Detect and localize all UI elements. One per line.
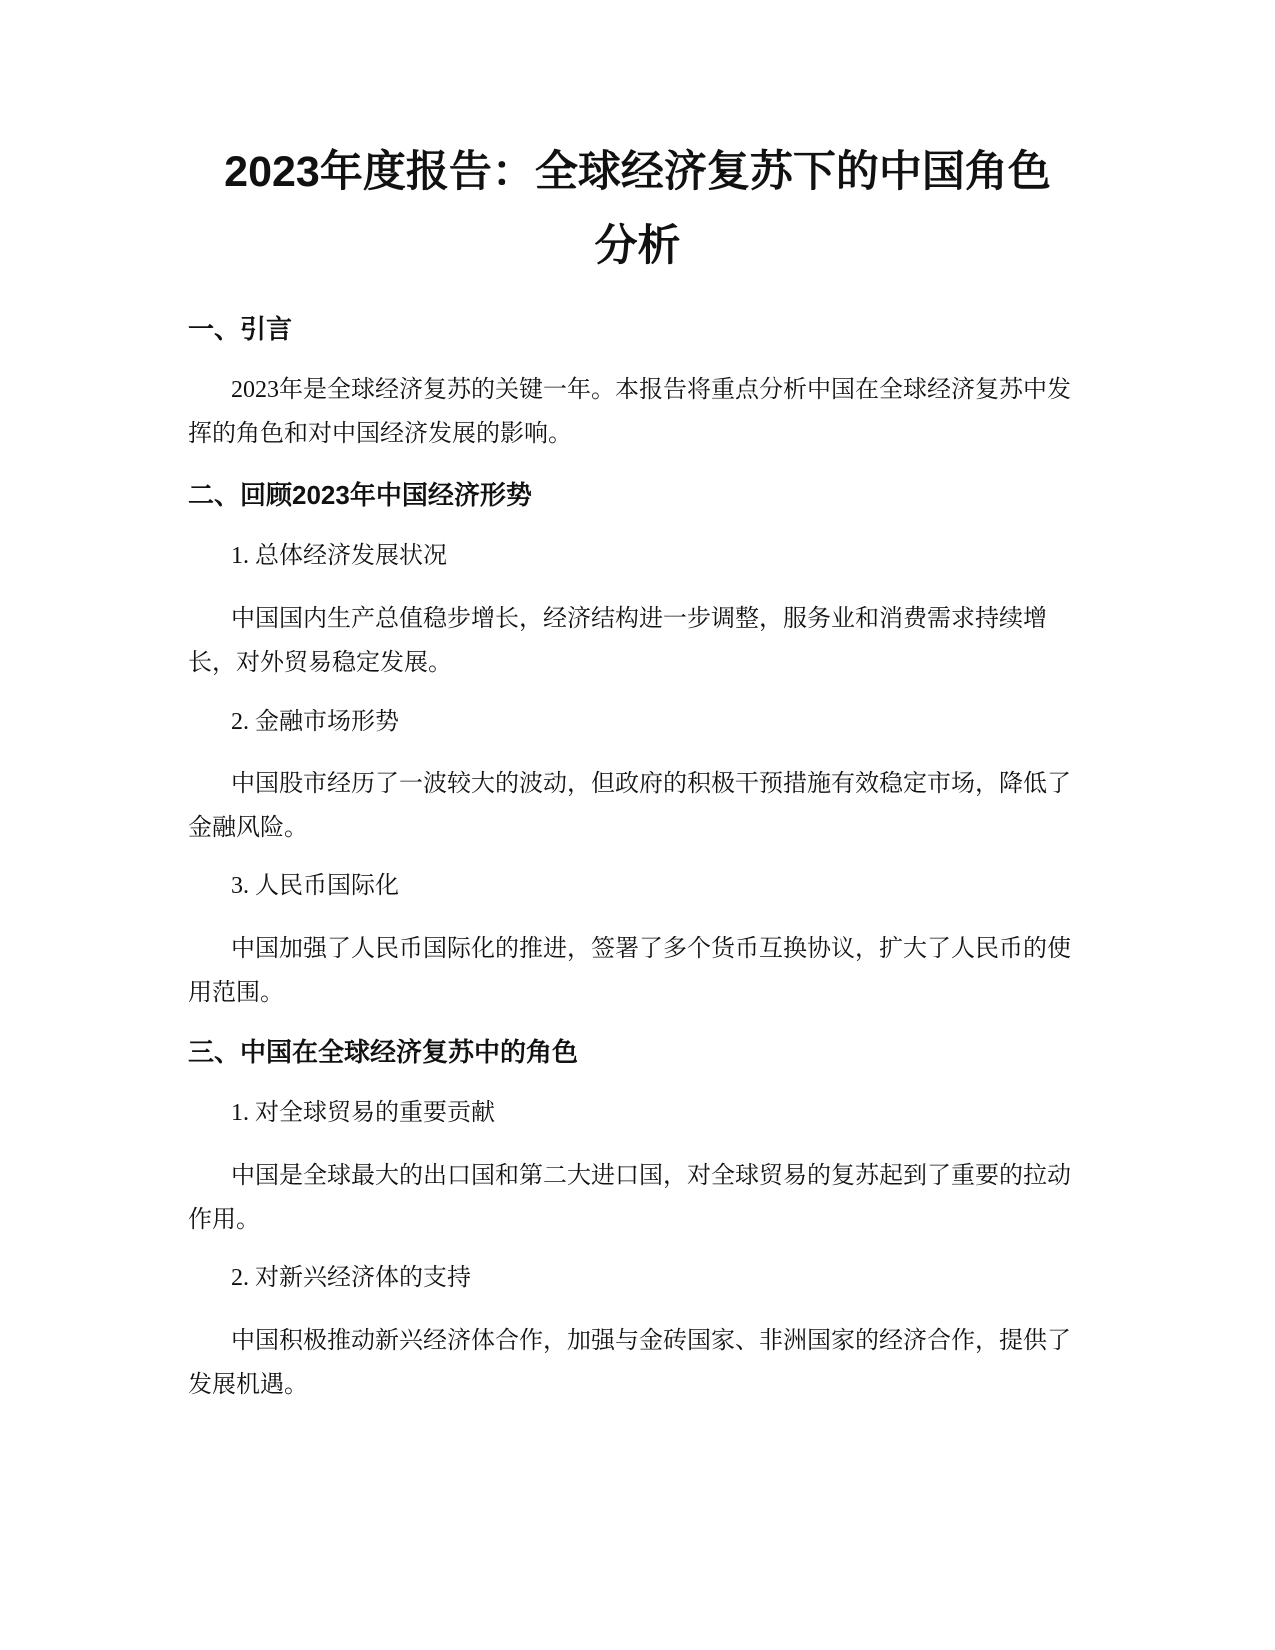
document-title-line-2: 分析 — [594, 222, 681, 270]
paragraph-emerging-economies: 中国积极推动新兴经济体合作，加强与金砖国家、非洲国家的经济合作，提供了发展机遇。 — [188, 1328, 1071, 1398]
section-heading-review: 二、回顾2023年中国经济形势 — [188, 480, 532, 510]
subheading-global-trade: 1. 对全球贸易的重要贡献 — [231, 1100, 495, 1126]
subheading-overall-economy: 1. 总体经济发展状况 — [231, 543, 447, 569]
paragraph-global-trade: 中国是全球最大的出口国和第二大进口国，对全球贸易的复苏起到了重要的拉动作用。 — [188, 1163, 1071, 1233]
document-title-line-1: 2023年度报告：全球经济复苏下的中国角色 — [224, 148, 1051, 196]
paragraph-rmb-internationalization: 中国加强了人民币国际化的推进，签署了多个货币互换协议，扩大了人民币的使用范围。 — [188, 936, 1071, 1006]
subheading-rmb-internationalization: 3. 人民币国际化 — [231, 873, 399, 899]
section-heading-introduction: 一、引言 — [188, 314, 293, 344]
subheading-emerging-economies: 2. 对新兴经济体的支持 — [231, 1265, 471, 1291]
paragraph-overall-economy: 中国国内生产总值稳步增长，经济结构进一步调整，服务业和消费需求持续增长，对外贸易稳定发展。 — [188, 606, 1047, 676]
paragraph-financial-market: 中国股市经历了一波较大的波动，但政府的积极干预措施有效稳定市场，降低了金融风险。 — [188, 771, 1071, 841]
section-paragraph-introduction: 2023年是全球经济复苏的关键一年。本报告将重点分析中国在全球经济复苏中发挥的角色和对中国经济发展的影响。 — [188, 377, 1071, 447]
section-heading-china-role: 三、中国在全球经济复苏中的角色 — [188, 1037, 579, 1067]
subheading-financial-market: 2. 金融市场形势 — [231, 709, 399, 735]
